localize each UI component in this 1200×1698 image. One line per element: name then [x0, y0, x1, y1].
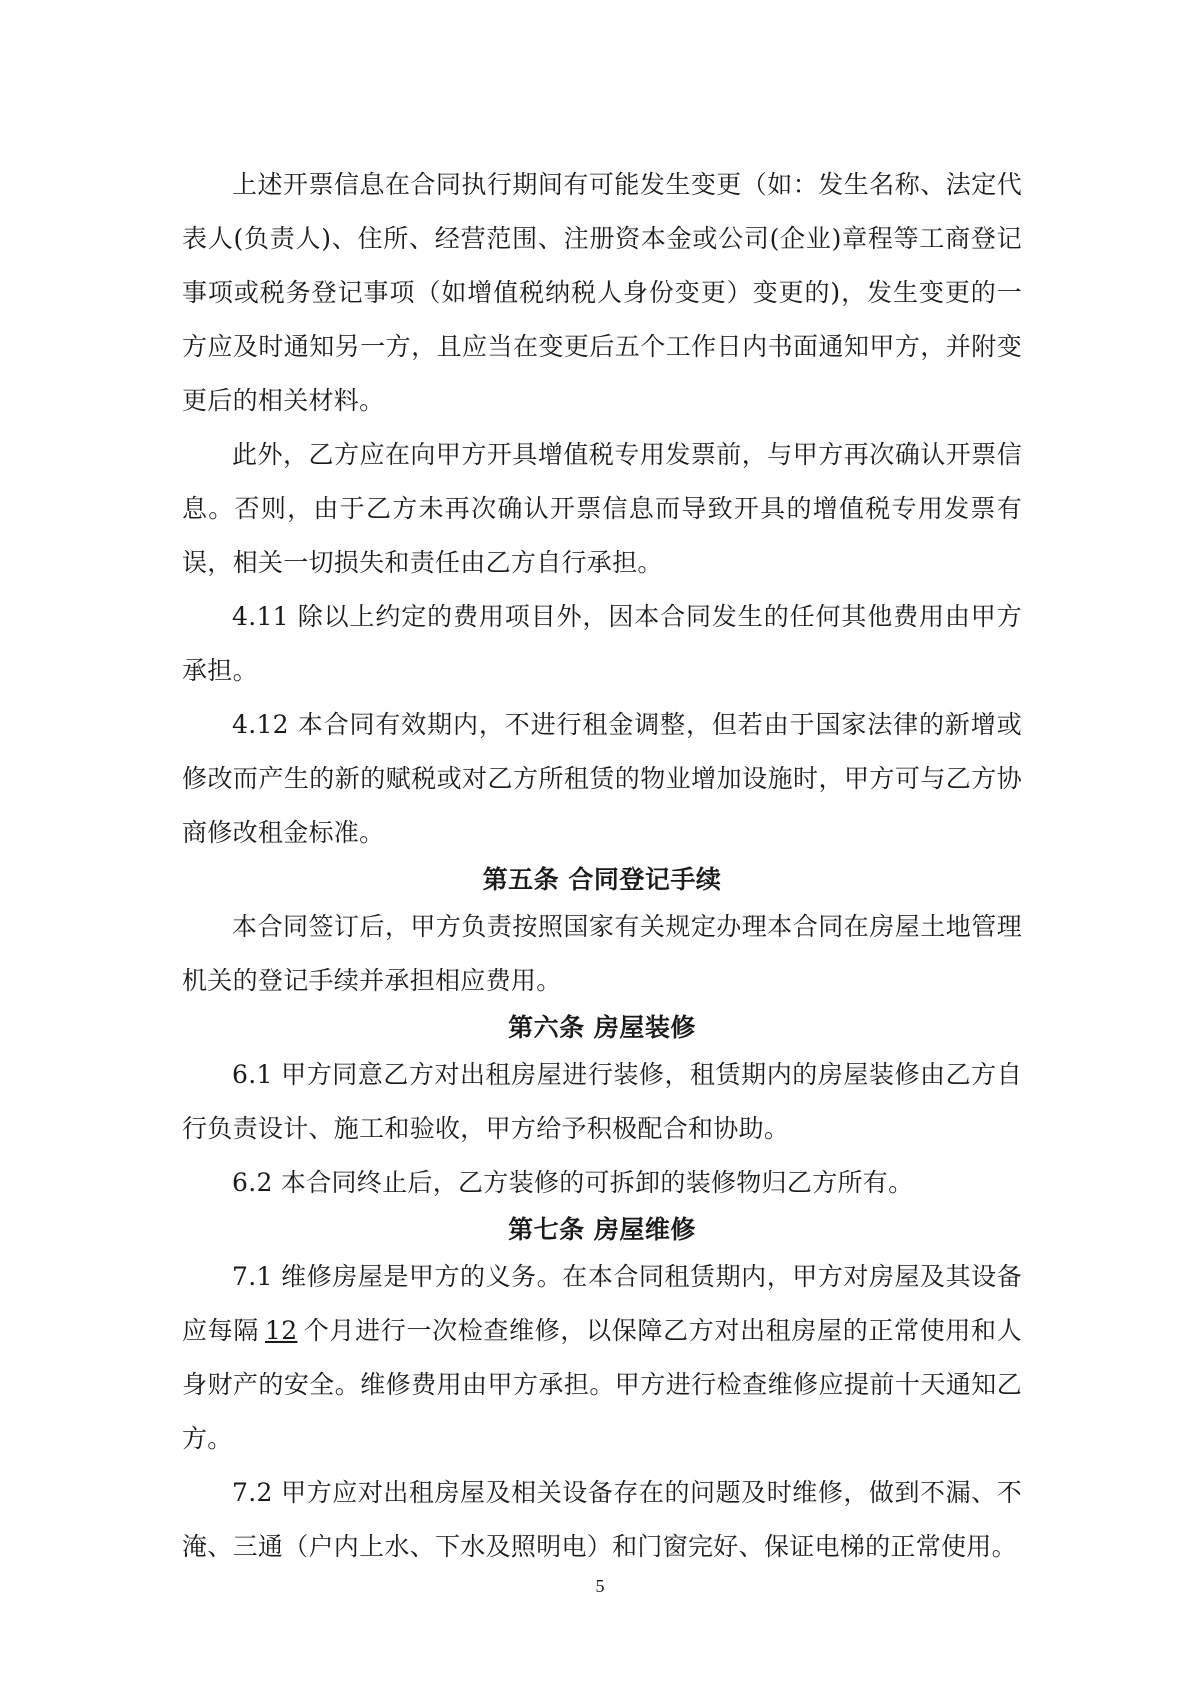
document-body — [182, 158, 1022, 1574]
heading-article-6: 第六条 房屋装修 — [508, 1013, 696, 1042]
heading-article-7: 第七条 房屋维修 — [508, 1215, 696, 1244]
paragraph-7-1-start: 7.1 维修房屋是甲方的义务。在本合同租赁期内，甲方对房屋及其设备应每隔 — [182, 1262, 1022, 1345]
paragraph-7-1-end: 个月进行一次检查维修，以保障乙方对出租房屋的正常使用和人身财产的安全。维修费用由甲方承担。甲方进行检查维修应提前十天通知乙方。 — [182, 1316, 1022, 1453]
paragraph-invoice-confirm: 此外，乙方应在向甲方开具增值税专用发票前，与甲方再次确认开票信息。否则，由于乙方未再次确认开票信息而导致开具的增值税专用发票有误，相关一切损失和责任由乙方自行承担。 — [182, 440, 1022, 577]
heading-article-5: 第五条 合同登记手续 — [482, 865, 722, 894]
paragraph-4-12: 4.12 本合同有效期内，不进行租金调整，但若由于国家法律的新增或修改而产生的新的赋税或对乙方所租赁的物业增加设施时，甲方可与乙方协商修改租金标准。 — [182, 710, 1022, 847]
paragraph-6-1: 6.1 甲方同意乙方对出租房屋进行装修，租赁期内的房屋装修由乙方自行负责设计、施工和验收，甲方给予积极配合和协助。 — [182, 1060, 1022, 1143]
paragraph-6-2: 6.2 本合同终止后，乙方装修的可拆卸的装修物归乙方所有。 — [232, 1168, 914, 1197]
paragraph-7-1 — [182, 1250, 1022, 1466]
paragraph-invoice-change: 上述开票信息在合同执行期间有可能发生变更（如：发生名称、法定代表人(负责人)、住所、经营范围、注册资本金或公司(企业)章程等工商登记事项或税务登记事项（如增值税纳税人身份变更）变更的)，发生变更的一方应及时通知另一方，且应当在变更后五个工作日内书面通知甲方，并附变更后的相关材料。 — [182, 170, 1022, 415]
paragraph-5: 本合同签订后，甲方负责按照国家有关规定办理本合同在房屋土地管理机关的登记手续并承担相应费用。 — [182, 912, 1022, 995]
maintenance-interval-months: 12 — [265, 1316, 298, 1345]
paragraph-7-2: 7.2 甲方应对出租房屋及相关设备存在的问题及时维修，做到不漏、不淹、三通（户内上水、下水及照明电）和门窗完好、保证电梯的正常使用。 — [182, 1478, 1022, 1561]
page-number: 5 — [595, 1576, 605, 1596]
paragraph-4-11: 4.11 除以上约定的费用项目外，因本合同发生的任何其他费用由甲方承担。 — [182, 602, 1022, 685]
